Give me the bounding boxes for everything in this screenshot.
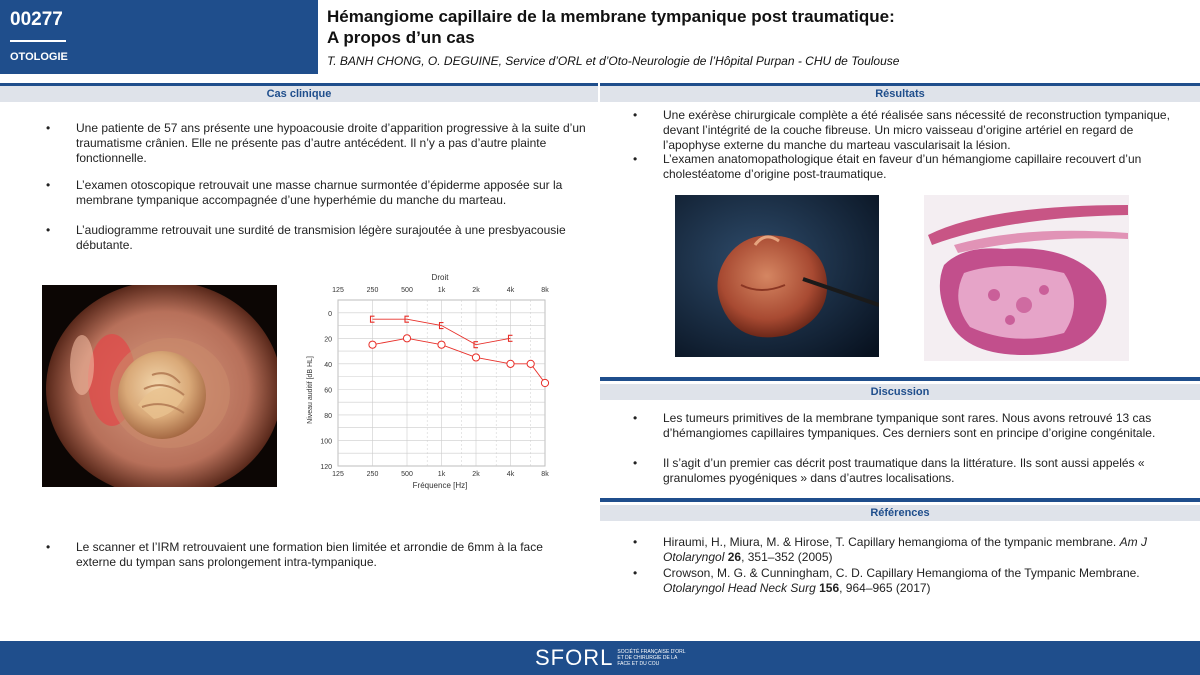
audiogram-x-tick-label: 125 xyxy=(332,287,344,294)
audiogram-x-ticks-top xyxy=(332,287,549,294)
bullet-cas-clinique-4 xyxy=(46,540,586,570)
audiogram-x-label: Fréquence [Hz] xyxy=(412,481,468,490)
audiogram-point-circle xyxy=(438,341,445,348)
bullet-dot: • xyxy=(633,456,638,470)
reference-item-2 xyxy=(633,566,1173,596)
specimen-image xyxy=(675,195,879,357)
bullet-cas-clinique-1 xyxy=(46,121,586,166)
logo-subtext: SOCIÉTÉ FRANÇAISE D'ORL ET DE CHIRURGIE DE LA FACE ET DU COU xyxy=(617,649,686,667)
specimen-photo xyxy=(675,195,879,357)
bullet-dot: • xyxy=(46,223,51,237)
audiogram-x-ticks-bottom xyxy=(332,471,549,478)
section-heading-discussion: Discussion xyxy=(600,384,1200,400)
audiogram-point-circle xyxy=(369,341,376,348)
reference-volume: 156 xyxy=(819,581,840,595)
poster-number: 00277 xyxy=(10,9,63,30)
reference-authors: Hiraumi, H., Miura, M. & Hirose, T. Capillary hemangioma of the tympanic membrane. xyxy=(663,535,1120,549)
audiogram-y-tick-label: 80 xyxy=(324,412,332,420)
footer-bar xyxy=(0,641,1200,675)
bullet-cas-clinique-2 xyxy=(46,178,586,208)
bullet-resultats-1 xyxy=(633,108,1173,153)
bullet-text: Une exérèse chirurgicale complète a été réalisée sans nécessité de reconstruction tympanique, devant l’intégrité de la couche fibreuse. Un micro vaisseau d’origine artériel en regard de l’apophyse externe du manche du marteau vascularisait la lésion. xyxy=(663,108,1170,152)
audiogram-chart xyxy=(300,270,565,492)
audiogram-y-tick-label: 120 xyxy=(320,464,332,471)
logo-mark: SFORL xyxy=(535,645,614,670)
histology-photo xyxy=(924,195,1129,361)
section-heading-resultats: Résultats xyxy=(600,86,1200,102)
audiogram-point-circle xyxy=(507,360,514,367)
histology-image xyxy=(924,195,1129,361)
bullet-text: Le scanner et l’IRM retrouvaient une formation bien limitée et arrondie de 6mm à la face externe du tympan sans prolongement intra-tympanique. xyxy=(76,540,543,569)
section-heading-references: Références xyxy=(600,505,1200,521)
audiogram-y-tick-label: 100 xyxy=(320,438,332,446)
bullet-text: L’examen anatomopathologique était en faveur d’un hémangiome capillaire recouvert d’un cholestéatome d’origine post-traumatique. xyxy=(663,152,1142,181)
section-rule-references xyxy=(600,498,1200,502)
audiogram-x-tick-label: 500 xyxy=(401,287,413,294)
bullet-dot: • xyxy=(46,540,51,554)
reference-pages: , 351–352 (2005) xyxy=(741,550,833,564)
audiogram-y-tick-label: 40 xyxy=(324,361,332,369)
bullet-cas-clinique-3 xyxy=(46,223,586,253)
bullet-text: L’examen otoscopique retrouvait une masse charnue surmontée d’épiderme apposée sur la membrane tympanique accompagnée d’une hyperhémie du manche du marteau. xyxy=(76,178,563,207)
audiogram-series xyxy=(369,316,549,386)
audiogram-x-tick-label: 2k xyxy=(472,287,480,294)
sforl-logo xyxy=(535,646,687,670)
audiogram-x-tick-label: 2k xyxy=(472,471,480,478)
audiogram-y-tick-label: 20 xyxy=(324,336,332,344)
bullet-dot: • xyxy=(633,152,638,166)
bullet-dot: • xyxy=(633,108,638,122)
audiogram-x-tick-label: 8k xyxy=(541,471,549,478)
bullet-dot: • xyxy=(633,411,638,425)
bullet-dot: • xyxy=(46,178,51,192)
bullet-discussion-1 xyxy=(633,411,1173,441)
section-rule-discussion xyxy=(600,377,1200,381)
bullet-text: L’audiogramme retrouvait une surdité de transmision légère surajoutée à une presbyacousie débutante. xyxy=(76,223,566,252)
audiogram-y-tick-label: 0 xyxy=(328,310,332,318)
title-line-2: A propos d’un cas xyxy=(327,28,475,47)
poster-category: OTOLOGIE xyxy=(10,51,68,63)
audiogram-grid xyxy=(338,300,545,466)
audiogram-point-circle xyxy=(527,360,534,367)
audiogram-x-tick-label: 250 xyxy=(366,471,379,478)
audiogram-x-tick-label: 125 xyxy=(332,471,344,478)
otoscopy-image xyxy=(42,285,277,487)
poster-title xyxy=(327,6,1187,48)
audiogram-point-circle xyxy=(541,379,548,386)
audiogram-x-tick-label: 8k xyxy=(541,287,549,294)
reference-item-1 xyxy=(633,535,1173,565)
poster-authors: T. BANH CHONG, O. DEGUINE, Service d’ORL et d’Oto-Neurologie de l’Hôpital Purpan - CHU de Toulouse xyxy=(327,54,900,68)
audiogram-x-tick-label: 1k xyxy=(437,287,446,294)
audiogram-x-tick-label: 250 xyxy=(366,287,379,294)
reference-journal: Am J Otolaryngol xyxy=(663,535,1147,564)
audiogram-point-circle xyxy=(472,354,479,361)
reference-authors: Crowson, M. G. & Cunningham, C. D. Capillary Hemangioma of the Tympanic Membrane. xyxy=(663,566,1140,580)
reference-volume: 26 xyxy=(727,550,742,564)
bullet-dot: • xyxy=(46,121,51,135)
section-heading-cas-clinique: Cas clinique xyxy=(0,86,598,102)
bullet-discussion-2 xyxy=(633,456,1173,486)
audiogram-x-tick-label: 4k xyxy=(506,287,515,294)
reference-journal: Otolaryngol Head Neck Surg xyxy=(663,581,816,595)
audiogram-title: Droit xyxy=(431,273,449,282)
bullet-dot: • xyxy=(633,535,638,549)
audiogram-y-label: Niveau auditif [dB HL] xyxy=(307,356,314,424)
audiogram-point-circle xyxy=(403,335,410,342)
bullet-text: Il s’agit d’un premier cas décrit post traumatique dans la littérature. Ils sont aussi appelés « granulomes pyogéniques » dans d’autres localisations. xyxy=(663,456,1145,485)
poster-badge xyxy=(0,0,318,74)
audiogram-y-ticks xyxy=(320,311,332,471)
title-line-1: Hémangiome capillaire de la membrane tympanique post traumatique: xyxy=(327,7,895,26)
bullet-dot: • xyxy=(633,566,638,580)
bullet-resultats-2 xyxy=(633,152,1173,182)
audiogram-series-line xyxy=(373,338,546,383)
badge-divider xyxy=(10,40,66,42)
audiogram-x-tick-label: 1k xyxy=(437,471,446,478)
otoscopy-photo xyxy=(42,285,277,487)
audiogram-y-tick-label: 60 xyxy=(324,387,332,395)
audiogram-x-tick-label: 500 xyxy=(401,471,413,478)
bullet-text: Les tumeurs primitives de la membrane tympanique sont rares. Nous avons retrouvé 13 cas d’hémangiomes capillaires tympaniques. Ces derniers sont en principe d’origine congénitale. xyxy=(663,411,1156,440)
reference-pages: , 964–965 (2017) xyxy=(839,581,931,595)
bullet-text: Une patiente de 57 ans présente une hypoacousie droite d’apparition progressive à la suite d’un traumatisme crânien. Elle ne présente pas d’autre antécédent. Il n’y a pas d’autre plainte fonctionnelle. xyxy=(76,121,586,165)
audiogram-x-tick-label: 4k xyxy=(506,471,515,478)
